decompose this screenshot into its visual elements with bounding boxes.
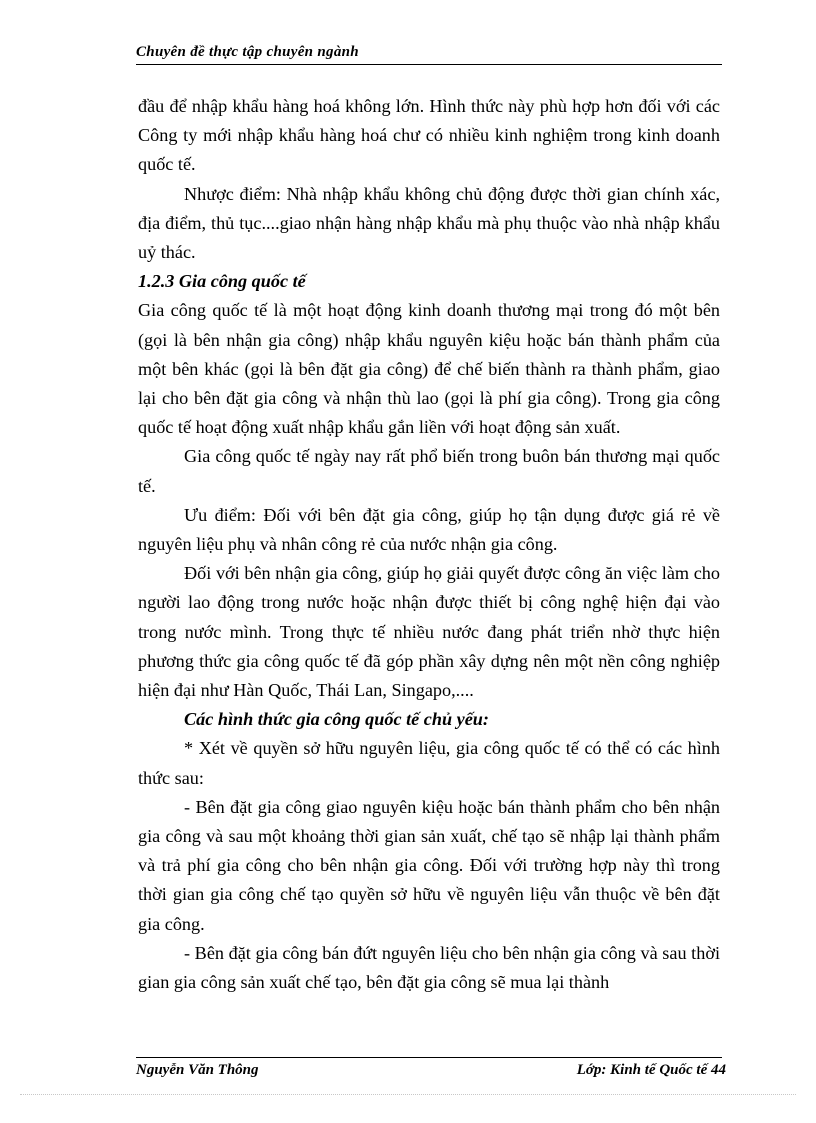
subsection-heading: Các hình thức gia công quốc tế chủ yếu:	[184, 709, 489, 730]
page-bottom-border	[20, 1094, 796, 1095]
paragraph: Nhược điểm: Nhà nhập khẩu không chủ động được thời gian chính xác, địa điểm, thủ tục....giao nhận hàng nhập khẩu mà phụ thuộc vào nhà nhập khẩu uỷ thác.	[138, 183, 720, 263]
footer-author: Nguyễn Văn Thông	[136, 1062, 259, 1078]
footer-divider	[136, 1057, 722, 1058]
paragraph: - Bên đặt gia công bán đứt nguyên liệu cho bên nhận gia công và sau thời gian gia công sản xuất chế tạo, bên đặt gia công sẽ mua lại thành	[138, 942, 720, 993]
footer-class: Lớp: Kinh tế Quốc tế 44	[576, 1062, 726, 1078]
page-header-title: Chuyên đề thực tập chuyên ngành	[136, 44, 359, 60]
section-heading: 1.2.3 Gia công quốc tế	[138, 271, 306, 292]
paragraph: Gia công quốc tế ngày nay rất phổ biến trong buôn bán thương mại quốc tế.	[138, 446, 720, 496]
paragraph: Gia công quốc tế là một hoạt động kinh doanh thương mại trong đó một bên (gọi là bên nhận gia công) nhập khẩu nguyên kiệu hoặc bán thành phẩm của một bên khác (gọi là bên đặt gia công) để chế biến thành ra thành phẩm, giao lại cho bên đặt gia công và nhận thù lao (gọi là phí gia công). Trong gia công quốc tế hoạt động xuất nhập khẩu gắn liền với hoạt động sản xuất.	[138, 300, 720, 438]
paragraph: Đối với bên nhận gia công, giúp họ giải quyết được công ăn việc làm cho người lao động trong nước hoặc nhận được thiết bị công nghệ hiện đại vào trong nước mình. Trong thực tế nhiều nước đang phát triển nhờ thực hiện phương thức gia công quốc tế đã góp phần xây dựng nên một nền công nghiệp hiện đại như Hàn Quốc, Thái Lan, Singapo,....	[138, 563, 720, 701]
document-body	[138, 92, 720, 997]
paragraph: - Bên đặt gia công giao nguyên kiệu hoặc bán thành phẩm cho bên nhận gia công và sau một khoảng thời gian sản xuất, chế tạo sẽ nhập lại thành phẩm và trả phí gia công cho bên nhận gia công. Đối với trường hợp này thì trong thời gian gia công chế tạo quyền sở hữu về nguyên liệu vẫn thuộc về bên đặt gia công.	[138, 796, 720, 934]
paragraph: * Xét về quyền sở hữu nguyên liệu, gia công quốc tế có thể có các hình thức sau:	[138, 738, 720, 788]
header-divider	[136, 64, 722, 65]
paragraph: Ưu điểm: Đối với bên đặt gia công, giúp họ tận dụng được giá rẻ về nguyên liệu phụ và nhân công rẻ của nước nhận gia công.	[138, 504, 720, 555]
paragraph: đầu để nhập khẩu hàng hoá không lớn. Hình thức này phù hợp hơn đối với các Công ty mới nhập khẩu hàng hoá chư có nhiều kinh nghiệm trong kinh doanh quốc tế.	[138, 96, 720, 175]
